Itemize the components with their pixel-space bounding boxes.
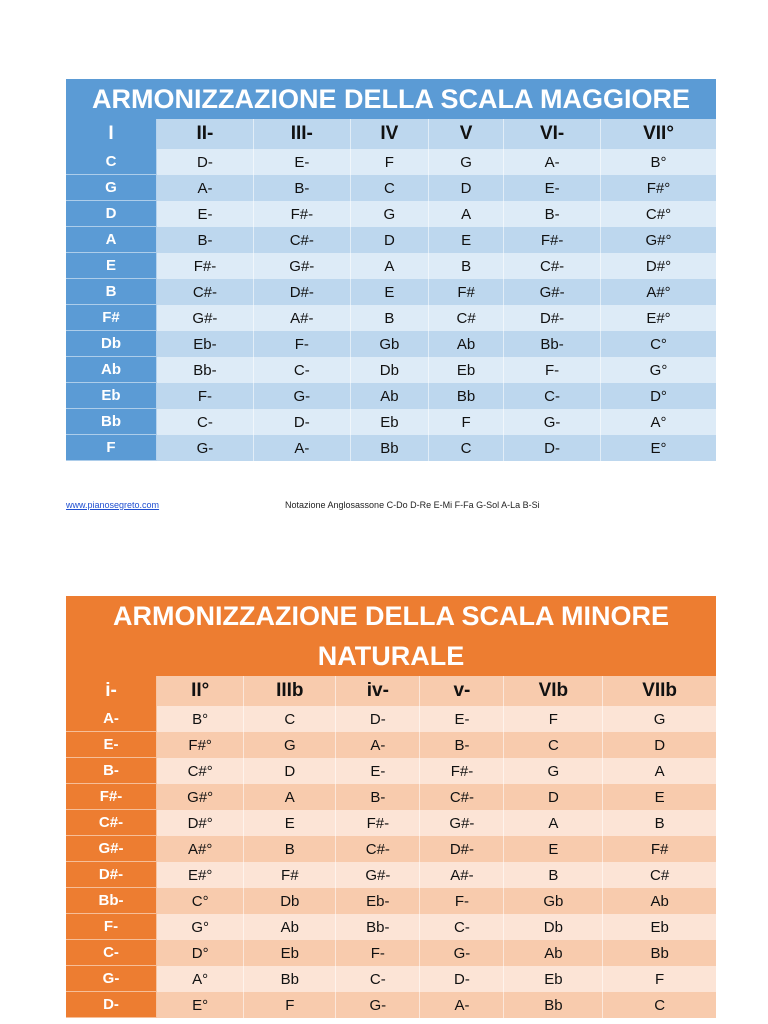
major-chord-cell: B- [504,201,601,227]
major-chord-cell: A- [157,175,254,201]
major-chord-cell: A- [254,435,351,461]
major-key-cell: Db [66,331,157,357]
minor-table-row [66,836,716,862]
minor-chord-cell: A [504,810,603,836]
minor-chord-cell: Bb [603,940,716,966]
minor-chord-cell: E#° [157,862,244,888]
major-chord-cell: F# [429,279,504,305]
minor-chord-cell: Eb- [336,888,420,914]
major-chord-cell: G [351,201,429,227]
minor-chord-cell: A#° [157,836,244,862]
minor-chord-cell: F [244,992,336,1018]
minor-chord-cell: G#° [157,784,244,810]
major-header-cell: I [66,119,157,149]
minor-chord-cell: F [603,966,716,992]
minor-chord-cell: A- [336,732,420,758]
major-chord-cell: Bb- [157,357,254,383]
major-header-cell: VI- [504,119,601,149]
major-chord-cell: A [351,253,429,279]
major-chord-cell: G° [601,357,716,383]
minor-chord-cell: F- [336,940,420,966]
minor-chord-cell: E- [420,706,504,732]
major-key-cell: C [66,149,157,175]
minor-chord-cell: D [504,784,603,810]
minor-header-cell: VIIb [603,676,716,706]
minor-key-cell: A- [66,706,157,732]
major-header-cell: IV [351,119,429,149]
minor-chord-cell: E [603,784,716,810]
major-key-cell: B [66,279,157,305]
minor-chord-cell: F- [420,888,504,914]
major-chord-cell: G [429,149,504,175]
major-chord-cell: G#- [254,253,351,279]
minor-chord-cell: Eb [504,966,603,992]
minor-table-row [66,862,716,888]
major-chord-cell: C#- [504,253,601,279]
major-key-cell: D [66,201,157,227]
minor-header-cell: iv- [336,676,420,706]
minor-table-row [66,888,716,914]
minor-chord-cell: B- [420,732,504,758]
major-chord-cell: D [429,175,504,201]
minor-chord-cell: A [603,758,716,784]
major-chord-cell: B- [254,175,351,201]
major-chord-cell: F- [504,357,601,383]
minor-chord-cell: A- [420,992,504,1018]
minor-chord-cell: F#- [420,758,504,784]
minor-chord-cell: A [244,784,336,810]
major-chord-cell: D- [157,149,254,175]
minor-chord-cell: A° [157,966,244,992]
minor-header-cell: VIb [504,676,603,706]
major-chord-cell: E [351,279,429,305]
major-chord-cell: C- [504,383,601,409]
minor-title-line-2: NATURALE [317,641,465,671]
major-key-cell: E [66,253,157,279]
minor-table-row [66,992,716,1018]
major-table-title: ARMONIZZAZIONE DELLA SCALA MAGGIORE [66,79,716,119]
minor-key-cell: B- [66,758,157,784]
minor-key-cell: F#- [66,784,157,810]
major-chord-cell: Gb [351,331,429,357]
major-chord-cell: C- [254,357,351,383]
major-chord-cell: C#° [601,201,716,227]
major-header-cell: II- [157,119,254,149]
major-chord-cell: A- [504,149,601,175]
minor-chord-cell: G [504,758,603,784]
minor-chord-cell: D° [157,940,244,966]
minor-chord-cell: C° [157,888,244,914]
minor-chord-cell: F#- [336,810,420,836]
minor-header-row [66,676,716,706]
major-chord-cell: C# [429,305,504,331]
major-chord-cell: B [351,305,429,331]
major-key-cell: G [66,175,157,201]
minor-chord-cell: B- [336,784,420,810]
major-table-row [66,409,716,435]
minor-chord-cell: G#- [336,862,420,888]
major-key-cell: A [66,227,157,253]
minor-chord-cell: D [244,758,336,784]
minor-chord-cell: D- [336,706,420,732]
minor-chord-cell: Bb [504,992,603,1018]
minor-chord-cell: B [603,810,716,836]
minor-chord-cell: F# [244,862,336,888]
minor-chord-cell: G [603,706,716,732]
major-chord-cell: F#- [254,201,351,227]
minor-chord-cell: D- [420,966,504,992]
major-header-cell: III- [254,119,351,149]
major-chord-cell: D#- [504,305,601,331]
minor-chord-cell: B° [157,706,244,732]
major-chord-cell: C [351,175,429,201]
minor-key-cell: C#- [66,810,157,836]
major-table-row [66,279,716,305]
minor-table-row [66,732,716,758]
minor-table-row [66,914,716,940]
major-chord-cell: Eb [351,409,429,435]
major-chord-cell: D#° [601,253,716,279]
minor-chord-cell: D#- [420,836,504,862]
minor-key-cell: G- [66,966,157,992]
minor-chord-cell: C [603,992,716,1018]
minor-chord-cell: E [244,810,336,836]
major-scale-table [66,79,716,461]
major-chord-cell: E- [157,201,254,227]
minor-chord-cell: E- [336,758,420,784]
minor-chord-cell: G [244,732,336,758]
major-chord-cell: G#- [157,305,254,331]
major-chord-cell: Ab [429,331,504,357]
major-table-row [66,357,716,383]
major-chord-cell: E- [254,149,351,175]
major-chord-cell: G- [254,383,351,409]
major-chord-cell: D- [254,409,351,435]
minor-chord-cell: D [603,732,716,758]
minor-chord-cell: A#- [420,862,504,888]
major-chord-cell: Ab [351,383,429,409]
major-chord-cell: B° [601,149,716,175]
minor-chord-cell: G- [420,940,504,966]
major-table-row [66,227,716,253]
minor-chord-cell: C [504,732,603,758]
major-chord-cell: C- [157,409,254,435]
major-table-row [66,201,716,227]
major-chord-cell: Bb [429,383,504,409]
major-chord-cell: F#- [157,253,254,279]
major-table-row [66,253,716,279]
minor-key-cell: D#- [66,862,157,888]
minor-chord-cell: F# [603,836,716,862]
minor-chord-cell: Eb [603,914,716,940]
minor-chord-cell: G° [157,914,244,940]
minor-chord-cell: C#° [157,758,244,784]
major-chord-cell: C#- [157,279,254,305]
minor-chord-cell: F [504,706,603,732]
minor-table-row [66,810,716,836]
minor-chord-cell: F#° [157,732,244,758]
major-chord-cell: F- [254,331,351,357]
major-key-cell: F# [66,305,157,331]
major-chord-cell: D- [504,435,601,461]
minor-header-cell: IIIb [244,676,336,706]
major-chord-cell: A [429,201,504,227]
minor-chord-cell: Gb [504,888,603,914]
minor-key-cell: C- [66,940,157,966]
major-chord-cell: B [429,253,504,279]
major-chord-cell: E- [504,175,601,201]
minor-chord-cell: G- [336,992,420,1018]
major-table-row [66,175,716,201]
minor-chord-cell: Eb [244,940,336,966]
minor-table-row [66,940,716,966]
minor-chord-cell: C#- [336,836,420,862]
major-chord-cell: D [351,227,429,253]
minor-chord-cell: C#- [420,784,504,810]
minor-table-title [66,596,716,676]
major-key-cell: F [66,435,157,461]
minor-scale-table [66,596,716,1018]
minor-key-cell: F- [66,914,157,940]
minor-key-cell: G#- [66,836,157,862]
minor-header-cell: v- [420,676,504,706]
minor-chord-cell: C- [420,914,504,940]
major-header-cell: V [429,119,504,149]
major-chord-cell: F- [157,383,254,409]
minor-chord-cell: E° [157,992,244,1018]
major-chord-cell: G#- [504,279,601,305]
major-chord-cell: Bb [351,435,429,461]
major-chord-cell: D#- [254,279,351,305]
minor-header-cell: II° [157,676,244,706]
minor-header-cell: i- [66,676,157,706]
major-chord-cell: F [429,409,504,435]
minor-chord-cell: C [244,706,336,732]
minor-chord-cell: Ab [504,940,603,966]
major-chord-cell: C [429,435,504,461]
major-chord-cell: B- [157,227,254,253]
major-table-row [66,305,716,331]
major-table-row [66,435,716,461]
minor-chord-cell: Bb- [336,914,420,940]
major-chord-cell: F [351,149,429,175]
major-chord-cell: Db [351,357,429,383]
major-header-cell: VII° [601,119,716,149]
minor-table-row [66,758,716,784]
major-chord-cell: A#° [601,279,716,305]
major-chord-cell: A° [601,409,716,435]
minor-table-row [66,966,716,992]
minor-chord-cell: C# [603,862,716,888]
major-chord-cell: Eb [429,357,504,383]
minor-key-cell: E- [66,732,157,758]
minor-table-row [66,706,716,732]
major-table-row [66,383,716,409]
minor-chord-cell: E [504,836,603,862]
website-link[interactable]: www.pianosegreto.com [66,500,160,510]
major-chord-cell: C#- [254,227,351,253]
major-chord-cell: F#° [601,175,716,201]
major-table-row [66,331,716,357]
major-chord-cell: Bb- [504,331,601,357]
major-chord-cell: E [429,227,504,253]
major-table-row [66,149,716,175]
minor-chord-cell: C- [336,966,420,992]
major-key-cell: Bb [66,409,157,435]
minor-table-row [66,784,716,810]
minor-title-line-1: ARMONIZZAZIONE DELLA SCALA MINORE [113,601,669,631]
major-key-cell: Ab [66,357,157,383]
minor-chord-cell: Ab [603,888,716,914]
minor-chord-cell: Ab [244,914,336,940]
notation-note: Notazione Anglosassone C-Do D-Re E-Mi F-Fa G-Sol A-La B-Si [285,500,540,510]
major-chord-cell: G- [504,409,601,435]
minor-chord-cell: D#° [157,810,244,836]
minor-chord-cell: B [244,836,336,862]
major-key-cell: Eb [66,383,157,409]
major-chord-cell: E° [601,435,716,461]
major-chord-cell: A#- [254,305,351,331]
major-chord-cell: F#- [504,227,601,253]
minor-chord-cell: Db [504,914,603,940]
minor-key-cell: D- [66,992,157,1018]
minor-chord-cell: Bb [244,966,336,992]
major-header-row [66,119,716,149]
major-chord-cell: G#° [601,227,716,253]
major-chord-cell: G- [157,435,254,461]
major-chord-cell: C° [601,331,716,357]
minor-chord-cell: B [504,862,603,888]
minor-chord-cell: Db [244,888,336,914]
major-chord-cell: E#° [601,305,716,331]
major-chord-cell: D° [601,383,716,409]
major-chord-cell: Eb- [157,331,254,357]
minor-chord-cell: G#- [420,810,504,836]
minor-key-cell: Bb- [66,888,157,914]
